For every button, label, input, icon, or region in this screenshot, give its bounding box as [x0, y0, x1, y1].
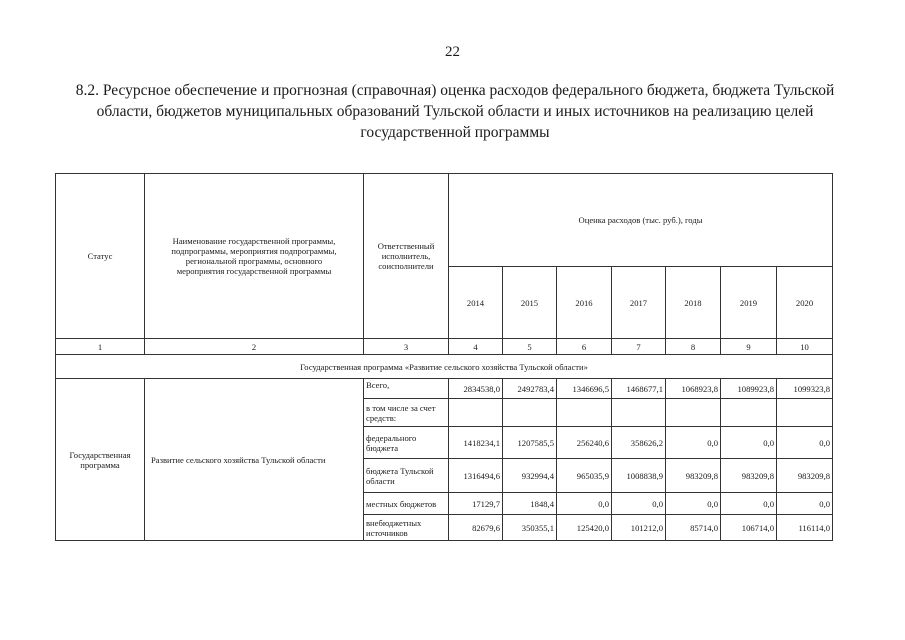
value-cell: 983209,8 [666, 459, 721, 493]
year-2020: 2020 [777, 267, 833, 339]
value-cell: 1008838,9 [612, 459, 666, 493]
value-cell: 0,0 [721, 493, 777, 515]
value-cell: 1099323,8 [777, 379, 833, 399]
row-label: Всего, [364, 379, 449, 399]
value-cell: 0,0 [557, 493, 612, 515]
value-cell: 17129,7 [449, 493, 503, 515]
header-responsible: Ответственный исполнитель, соисполнители [364, 174, 449, 339]
year-2016: 2016 [557, 267, 612, 339]
value-cell: 101212,0 [612, 515, 666, 541]
value-cell: 85714,0 [666, 515, 721, 541]
table-row [56, 379, 833, 399]
value-cell: 965035,9 [557, 459, 612, 493]
value-cell: 0,0 [666, 493, 721, 515]
value-cell: 0,0 [777, 427, 833, 459]
value-cell: 1418234,1 [449, 427, 503, 459]
heading-line-3: государственной программы [360, 124, 550, 141]
header-status: Статус [56, 174, 145, 339]
value-cell: 0,0 [666, 427, 721, 459]
value-cell: 2492783,4 [503, 379, 557, 399]
year-2015: 2015 [503, 267, 557, 339]
row-label: внебюджетных источников [364, 515, 449, 541]
col-number: 2 [145, 339, 364, 355]
value-cell: 0,0 [612, 493, 666, 515]
value-cell: 1316494,6 [449, 459, 503, 493]
year-2019: 2019 [721, 267, 777, 339]
value-cell: 350355,1 [503, 515, 557, 541]
value-cell: 983209,8 [721, 459, 777, 493]
program-name-cell: Развитие сельского хозяйства Тульской области [145, 379, 364, 541]
value-cell: 106714,0 [721, 515, 777, 541]
header-expenses: Оценка расходов (тыс. руб.), годы [449, 174, 833, 267]
value-cell: 125420,0 [557, 515, 612, 541]
header-program-name: Наименование государственной программы, подпрограммы, мероприятия подпрограммы, региональной программы, основного мероприятия государственной программы [145, 174, 364, 339]
col-number: 8 [666, 339, 721, 355]
row-label: бюджета Тульской области [364, 459, 449, 493]
value-cell: 1346696,5 [557, 379, 612, 399]
value-cell: 1207585,5 [503, 427, 557, 459]
row-label: местных бюджетов [364, 493, 449, 515]
value-cell: 1089923,8 [721, 379, 777, 399]
value-cell: 2834538,0 [449, 379, 503, 399]
row-label: федерального бюджета [364, 427, 449, 459]
col-number: 3 [364, 339, 449, 355]
budget-table [55, 173, 833, 541]
value-cell: 1848,4 [503, 493, 557, 515]
heading-line-1: 8.2. Ресурсное обеспечение и прогнозная (справочная) оценка расходов федерального бюджета, бюджета Тульской [75, 82, 835, 99]
value-cell: 1068923,8 [666, 379, 721, 399]
program-title-row [56, 355, 833, 379]
year-2017: 2017 [612, 267, 666, 339]
value-cell: 983209,8 [777, 459, 833, 493]
col-number: 10 [777, 339, 833, 355]
page-number: 22 [445, 44, 460, 60]
year-2014: 2014 [449, 267, 503, 339]
column-number-row [56, 339, 833, 355]
status-cell: Государственная программа [56, 379, 145, 541]
row-label: в том числе за счет средств: [364, 399, 449, 427]
value-cell [666, 399, 721, 427]
col-number: 6 [557, 339, 612, 355]
col-number: 1 [56, 339, 145, 355]
col-number: 9 [721, 339, 777, 355]
value-cell: 116114,0 [777, 515, 833, 541]
value-cell: 0,0 [777, 493, 833, 515]
col-number: 5 [503, 339, 557, 355]
year-2018: 2018 [666, 267, 721, 339]
value-cell: 1468677,1 [612, 379, 666, 399]
section-heading [60, 80, 850, 143]
value-cell [503, 399, 557, 427]
value-cell [721, 399, 777, 427]
header-row-top [56, 174, 833, 267]
program-title: Государственная программа «Развитие сельского хозяйства Тульской области» [56, 355, 833, 379]
value-cell: 0,0 [721, 427, 777, 459]
value-cell [612, 399, 666, 427]
col-number: 4 [449, 339, 503, 355]
value-cell: 932994,4 [503, 459, 557, 493]
value-cell: 358626,2 [612, 427, 666, 459]
value-cell: 256240,6 [557, 427, 612, 459]
value-cell [449, 399, 503, 427]
value-cell [557, 399, 612, 427]
value-cell: 82679,6 [449, 515, 503, 541]
heading-line-2: области, бюджетов муниципальных образований Тульской области и иных источников на реализацию целей [96, 103, 814, 120]
value-cell [777, 399, 833, 427]
col-number: 7 [612, 339, 666, 355]
